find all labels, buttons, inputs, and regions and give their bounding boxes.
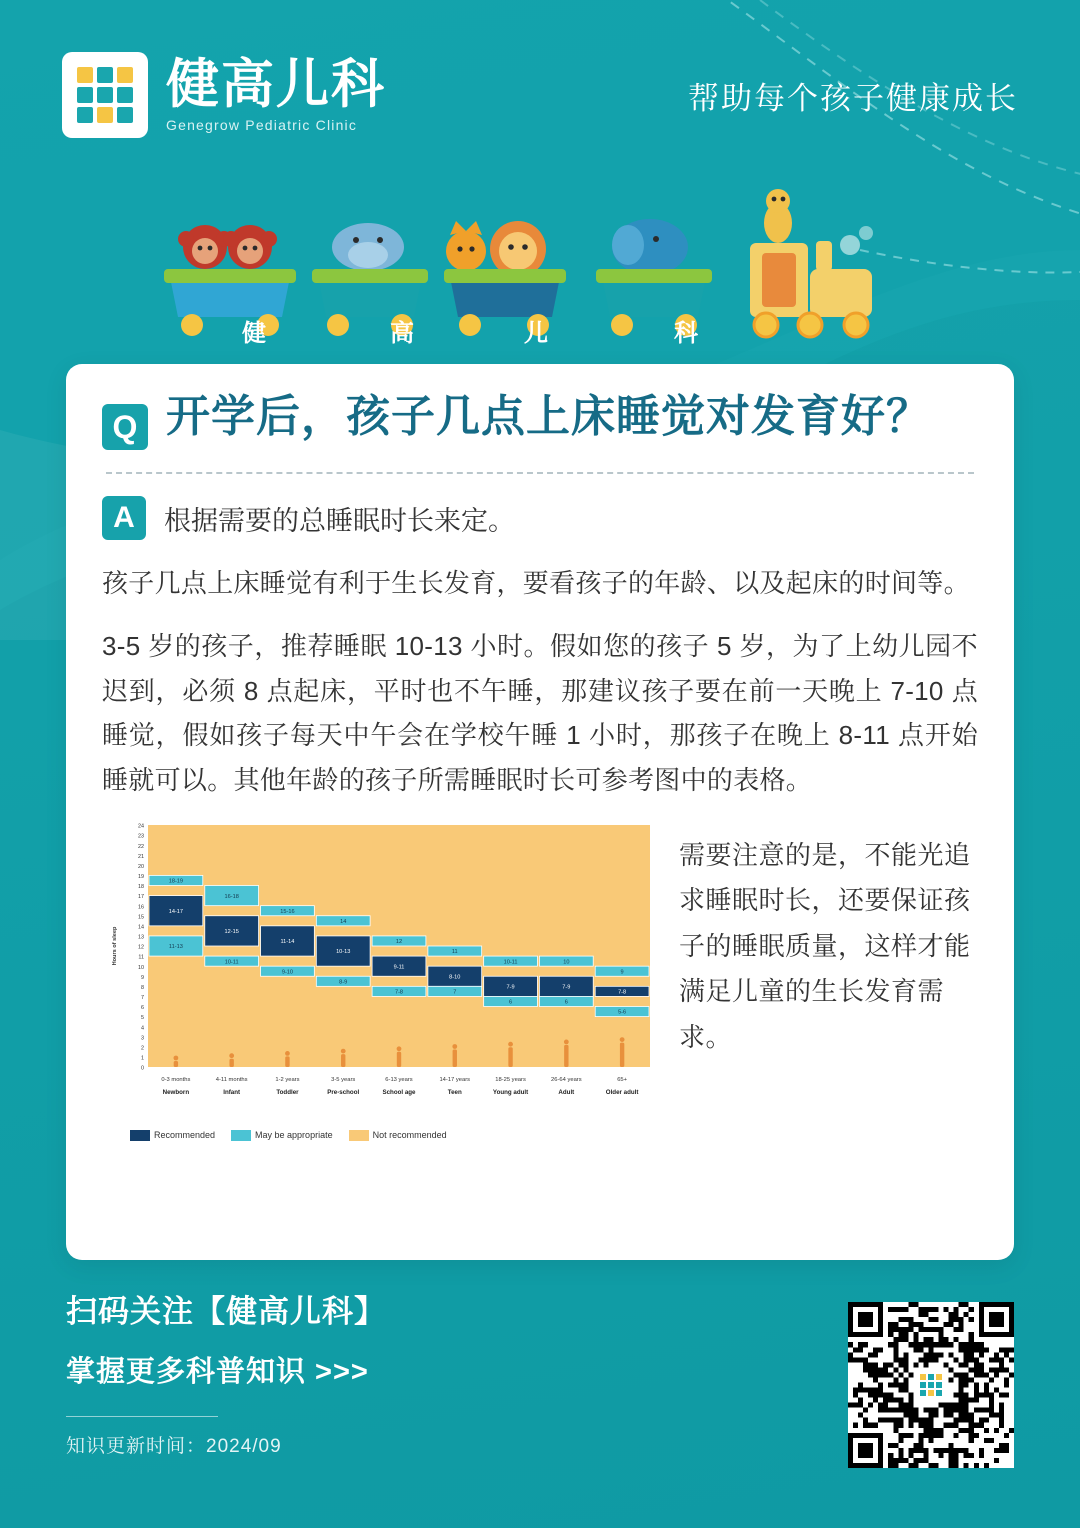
svg-text:14: 14: [340, 918, 347, 925]
svg-text:10-11: 10-11: [224, 959, 239, 966]
logo-mark: [62, 52, 148, 138]
svg-text:0-3 months: 0-3 months: [161, 1076, 191, 1083]
svg-text:Hours of sleep: Hours of sleep: [112, 926, 118, 966]
page-title: 开学后，孩子几点上床睡觉对发育好？: [166, 392, 931, 441]
svg-text:3: 3: [141, 1035, 144, 1042]
sleep-chart: [102, 817, 657, 1141]
svg-text:65+: 65+: [617, 1076, 628, 1083]
svg-text:Teen: Teen: [447, 1088, 462, 1096]
svg-text:12: 12: [138, 944, 144, 951]
divider: [106, 472, 974, 474]
svg-text:7-9: 7-9: [562, 984, 571, 991]
svg-text:4: 4: [141, 1025, 144, 1032]
svg-text:10: 10: [138, 964, 144, 971]
train-illustration: [150, 185, 940, 365]
footer-update-date: 知识更新时间：2024/09: [66, 1436, 282, 1457]
train-car-label-1: 健: [242, 320, 268, 347]
svg-text:Infant: Infant: [223, 1088, 241, 1096]
svg-text:Adult: Adult: [558, 1088, 575, 1096]
content-card: [66, 364, 1014, 1260]
chart-and-note: [102, 817, 978, 1141]
svg-text:11-13: 11-13: [168, 943, 183, 950]
svg-text:9-11: 9-11: [393, 964, 405, 971]
qr-code[interactable]: [848, 1302, 1014, 1468]
header-slogan: 帮助每个孩子健康成长: [688, 80, 1018, 116]
svg-text:0: 0: [141, 1065, 144, 1072]
svg-text:23: 23: [138, 833, 144, 840]
svg-text:3-5 years: 3-5 years: [331, 1076, 356, 1083]
svg-text:9: 9: [141, 974, 144, 981]
answer-paragraph-2: 3-5 岁的孩子，推荐睡眠 10-13 小时。假如您的孩子 5 岁，为了上幼儿园不迟到，必须 8 点起床，平时也不午睡，那建议孩子要在前一天晚上 7-10 点睡觉，假如孩子每天中午会在学校午睡 1 小时，那孩子在晚上 8-11 点开始睡就可以。其他年龄的孩子所需睡眠时长可参考图中的表格。: [102, 630, 978, 796]
svg-text:9-10: 9-10: [281, 969, 294, 976]
brand-name-en: Genegrow Pediatric Clinic: [166, 116, 358, 133]
svg-text:1-2 years: 1-2 years: [275, 1076, 300, 1083]
svg-text:4-11 months: 4-11 months: [215, 1076, 248, 1083]
train-car-label-2: 高: [390, 320, 416, 347]
svg-text:5: 5: [141, 1014, 144, 1021]
legend-item-recommended: [130, 1130, 215, 1141]
svg-text:12-15: 12-15: [224, 928, 239, 935]
train-car-label-3: 儿: [524, 320, 550, 347]
svg-text:14-17 years: 14-17 years: [439, 1076, 471, 1083]
svg-text:Young adult: Young adult: [492, 1088, 529, 1096]
question-row: [102, 390, 978, 450]
svg-text:17: 17: [138, 893, 144, 900]
svg-text:18-25 years: 18-25 years: [495, 1076, 526, 1083]
svg-text:8-10: 8-10: [449, 974, 461, 981]
svg-text:14: 14: [138, 924, 144, 931]
svg-text:20: 20: [138, 863, 144, 870]
svg-text:7-8: 7-8: [394, 989, 404, 996]
svg-text:Newborn: Newborn: [162, 1088, 190, 1096]
answer-badge: A: [102, 496, 146, 540]
svg-text:Older adult: Older adult: [605, 1088, 639, 1096]
page-footer: [0, 1260, 1080, 1528]
question-badge: Q: [102, 404, 148, 450]
svg-text:9: 9: [620, 969, 624, 976]
svg-text:19: 19: [138, 873, 144, 880]
svg-text:6: 6: [564, 999, 568, 1006]
answer-summary: 根据需要的总睡眠时长来定。: [164, 506, 515, 536]
svg-text:18-19: 18-19: [168, 878, 184, 885]
legend-label: May be appropriate: [255, 1130, 333, 1141]
footer-rule: [66, 1416, 218, 1417]
legend-label: Not recommended: [372, 1130, 447, 1141]
legend-item-not-recommended: [349, 1130, 447, 1141]
logo-grid-icon: [77, 67, 133, 123]
svg-text:24: 24: [138, 823, 144, 830]
chart-legend: [102, 1130, 657, 1141]
svg-text:6-13 years: 6-13 years: [385, 1076, 413, 1083]
svg-text:6: 6: [508, 999, 513, 1006]
svg-text:15-16: 15-16: [280, 908, 295, 915]
svg-text:11: 11: [451, 949, 458, 956]
svg-text:2: 2: [141, 1045, 144, 1052]
svg-text:School age: School age: [382, 1088, 416, 1096]
brand-name-cn: 健高儿科: [166, 55, 386, 115]
svg-text:8-9: 8-9: [339, 979, 348, 986]
svg-text:21: 21: [138, 853, 144, 860]
svg-text:10: 10: [563, 959, 570, 966]
legend-item-may-be-appropriate: [231, 1130, 333, 1141]
svg-text:13: 13: [138, 934, 144, 941]
svg-text:12: 12: [395, 938, 403, 945]
svg-text:11: 11: [138, 954, 144, 961]
train-car-label-4: 科: [674, 320, 700, 347]
svg-text:8: 8: [141, 984, 144, 991]
svg-text:14-17: 14-17: [168, 908, 184, 915]
answer-paragraph-1: 孩子几点上床睡觉有利于生长发育，要看孩子的年龄、以及起床的时间等。: [102, 568, 970, 599]
svg-text:11-14: 11-14: [280, 938, 295, 945]
svg-text:15: 15: [138, 914, 144, 921]
svg-text:Toddler: Toddler: [276, 1088, 299, 1096]
svg-text:7: 7: [453, 989, 457, 996]
brand-logo[interactable]: [62, 52, 386, 138]
svg-text:10-13: 10-13: [336, 949, 351, 956]
svg-text:5-6: 5-6: [618, 1009, 627, 1016]
footer-line-2: 掌握更多科普知识 >>>: [66, 1356, 369, 1388]
svg-text:7-8: 7-8: [618, 989, 627, 996]
footer-line-1: 扫码关注【健高儿科】: [66, 1294, 386, 1329]
svg-text:18: 18: [138, 883, 144, 890]
svg-text:10-11: 10-11: [503, 959, 518, 966]
svg-text:7: 7: [141, 994, 144, 1001]
svg-text:7-9: 7-9: [506, 984, 515, 991]
side-note: 需要注意的是，不能光追求睡眠时长，还要保证孩子的睡眠质量，这样才能满足儿童的生长发育需求。: [679, 839, 971, 1052]
svg-text:26-64 years: 26-64 years: [551, 1076, 582, 1083]
legend-label: Recommended: [154, 1130, 216, 1141]
svg-text:Pre-school: Pre-school: [327, 1088, 360, 1096]
svg-text:6: 6: [141, 1004, 144, 1011]
svg-text:22: 22: [138, 843, 144, 850]
svg-text:16: 16: [138, 904, 144, 911]
answer-row: [102, 494, 978, 543]
svg-text:16-18: 16-18: [224, 893, 239, 900]
sleep-hours-chart: [102, 817, 657, 1122]
svg-text:1: 1: [141, 1055, 144, 1062]
page-header: [0, 0, 1080, 190]
